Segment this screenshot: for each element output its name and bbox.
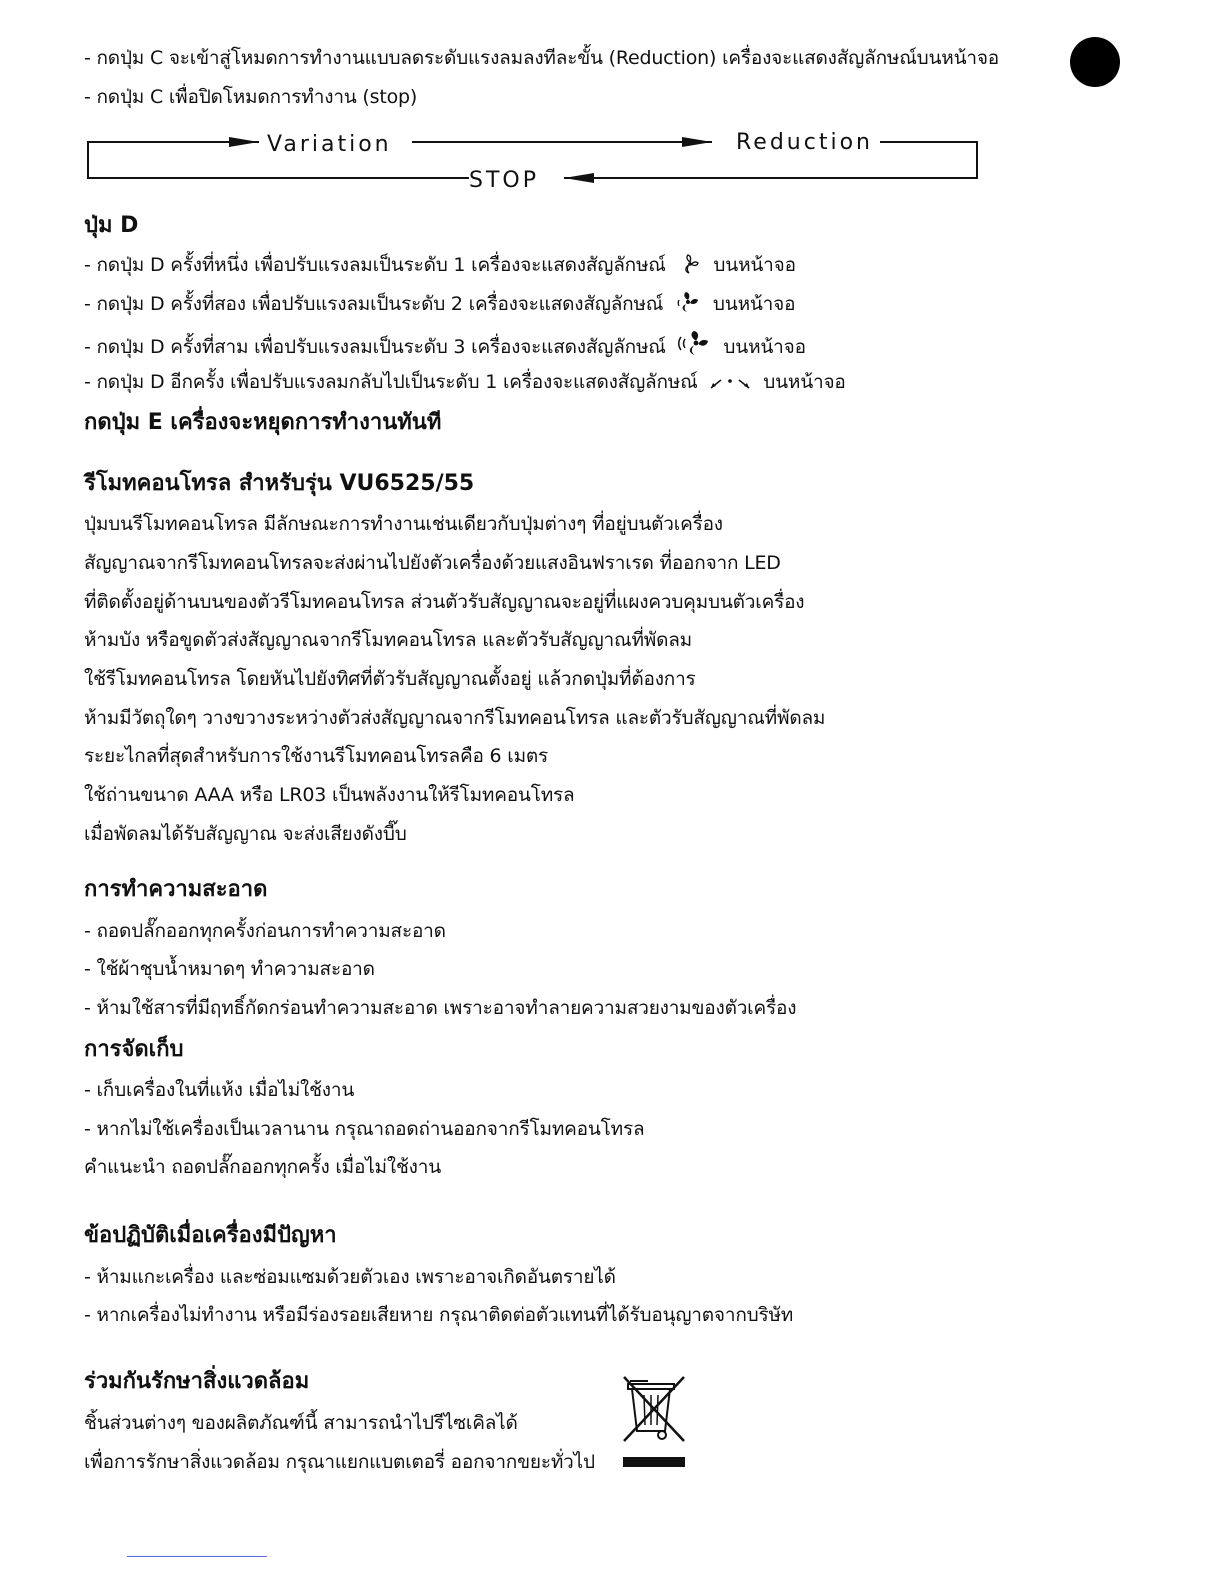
flow-label-stop: STOP (469, 168, 539, 193)
flow-arrowhead-variation (229, 137, 259, 147)
footer-link-underline (127, 1556, 267, 1557)
flow-label-variation: Variation (267, 132, 392, 157)
remote-line-2: สัญญาณจากรีโมทคอนโทรลจะส่งผ่านไปยังตัวเครื่องด้วยแสงอินฟราเรด ที่ออกจาก LED (84, 552, 781, 574)
remote-line-5: ใช้รีโมทคอนโทรล โดยหันไปยังทิศที่ตัวรับสัญญาณตั้งอยู่ แล้วกดปุ่มที่ต้องการ (84, 668, 696, 690)
environment-line-2: เพื่อการรักษาสิ่งแวดล้อม กรุณาแยกแบตเตอรี่ ออกจากขยะทั่วไป (84, 1451, 595, 1473)
trouble-line-2: - หากเครื่องไม่ทำงาน หรือมีร่องรอยเสียหาย กรุณาติดต่อตัวแทนที่ได้รับอนุญาตจากบริษัท (84, 1304, 794, 1326)
intro-line-2: - กดปุ่ม C เพื่อปิดโหมดการทำงาน (stop) (84, 86, 418, 108)
remote-heading: รีโมทคอนโทรล สำหรับรุ่น VU6525/55 (84, 471, 475, 496)
cleaning-line-1: - ถอดปลั๊กออกทุกครั้งก่อนการทำความสะอาด (84, 920, 446, 942)
cleaning-line-2: - ใช้ผ้าชุบน้ำหมาดๆ ทำความสะอาด (84, 958, 375, 980)
flow-arrowhead-stop (564, 173, 594, 183)
remote-line-1: ปุ่มบนรีโมทคอนโทรล มีลักษณะการทำงานเช่นเดียวกับปุ่มต่างๆ ที่อยู่บนตัวเครื่อง (84, 513, 723, 535)
flow-label-reduction: Reduction (736, 130, 873, 155)
remote-line-3: ที่ติดตั้งอยู่ด้านบนของตัวรีโมทคอนโทรล ส่วนตัวรับสัญญาณจะอยู่ที่แผงควบคุมบนตัวเครื่อง (84, 591, 805, 613)
storage-line-2: - หากไม่ใช้เครื่องเป็นเวลานาน กรุณาถอดถ่านออกจากรีโมทคอนโทรล (84, 1118, 645, 1140)
storage-heading: การจัดเก็บ (84, 1037, 184, 1062)
button-d-item-2: - กดปุ่ม D ครั้งที่สอง เพื่อปรับแรงลมเป็นระดับ 2 เครื่องจะแสดงสัญลักษณ์ บนหน้าจอ (84, 293, 796, 315)
remote-line-7: ระยะไกลที่สุดสำหรับการใช้งานรีโมทคอนโทรลคือ 6 เมตร (84, 745, 549, 767)
fan-level-1-icon (678, 254, 702, 274)
cleaning-heading: การทำความสะอาด (84, 877, 268, 902)
remote-line-4: ห้ามบัง หรือขูดตัวส่งสัญญาณจากรีโมทคอนโทรล และตัวรับสัญญาณที่พัดลม (84, 629, 693, 651)
cleaning-line-3: - ห้ามใช้สารที่มีฤทธิ์กัดกร่อนทำความสะอาด เพราะอาจทำลายความสวยงามของตัวเครื่อง (84, 997, 797, 1019)
environment-line-1: ชิ้นส่วนต่างๆ ของผลิตภัณฑ์นี้ สามารถนำไปรีไซเคิลได้ (84, 1412, 518, 1434)
trouble-line-1: - ห้ามแกะเครื่อง และซ่อมแซมด้วยตัวเอง เพราะอาจเกิดอันตรายได้ (84, 1266, 616, 1288)
page-marker-dot (1070, 37, 1120, 87)
storage-line-3: คำแนะนำ ถอดปลั๊กออกทุกครั้ง เมื่อไม่ใช้งาน (84, 1156, 441, 1178)
storage-line-1: - เก็บเครื่องในที่แห้ง เมื่อไม่ใช้งาน (84, 1079, 355, 1101)
oscillation-icon (709, 375, 751, 391)
flow-arrowhead-reduction (682, 137, 712, 147)
weee-bin-icon (620, 1375, 690, 1475)
fan-level-3-icon (678, 330, 712, 356)
trouble-heading: ข้อปฏิบัติเมื่อเครื่องมีปัญหา (84, 1223, 337, 1248)
button-d-item-1: - กดปุ่ม D ครั้งที่หนึ่ง เพื่อปรับแรงลมเป็นระดับ 1 เครื่องจะแสดงสัญลักษณ์ บนหน้าจอ (84, 254, 796, 276)
button-d-item-4: - กดปุ่ม D อีกครั้ง เพื่อปรับแรงลมกลับไปเป็นระดับ 1 เครื่องจะแสดงสัญลักษณ์ บนหน้าจอ (84, 371, 846, 393)
environment-heading: ร่วมกันรักษาสิ่งแวดล้อม (84, 1369, 310, 1394)
mode-flow-diagram (84, 123, 989, 193)
remote-line-6: ห้ามมีวัตถุใดๆ วางขวางระหว่างตัวส่งสัญญาณจากรีโมทคอนโทรล และตัวรับสัญญาณที่พัดลม (84, 707, 826, 729)
button-d-item-3: - กดปุ่ม D ครั้งที่สาม เพื่อปรับแรงลมเป็นระดับ 3 เครื่องจะแสดงสัญลักษณ์ บนหน้าจอ (84, 330, 806, 360)
fan-level-2-icon (675, 291, 701, 313)
intro-line-1: - กดปุ่ม C จะเข้าสู่โหมดการทำงานแบบลดระดับแรงลมลงทีละขั้น (Reduction) เครื่องจะแสดงสัญลักษณ์บนหน้าจอ (84, 47, 1000, 69)
remote-line-9: เมื่อพัดลมได้รับสัญญาณ จะส่งเสียงดังบี๊บ (84, 823, 407, 845)
remote-line-8: ใช้ถ่านขนาด AAA หรือ LR03 เป็นพลังงานให้รีโมทคอนโทรล (84, 784, 575, 806)
button-e-heading: กดปุ่ม E เครื่องจะหยุดการทำงานทันที (84, 410, 442, 435)
button-d-heading: ปุ่ม D (84, 213, 139, 238)
